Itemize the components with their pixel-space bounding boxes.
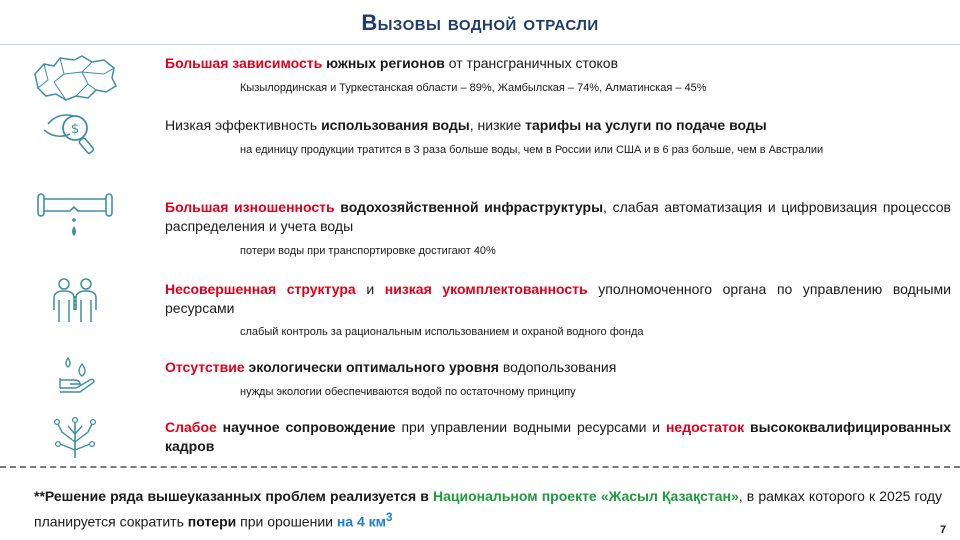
kazakhstan-map-icon <box>30 52 120 106</box>
challenge-4-detail: слабый контроль за рациональным использованием и охраной водного фонда <box>240 326 644 338</box>
section-divider <box>0 466 960 468</box>
challenge-1-detail: Кызылординская и Туркестанская области – 89%, Жамбылская – 74%, Алматинская – 45% <box>240 82 707 94</box>
challenge-3-heading: Большая изношенность водохозяйственной инфраструктуры, слабая автоматизация и цифровизация процессов распределения и учета воды <box>165 199 951 234</box>
challenge-5-heading: Отсутствие экологически оптимального уровня водопользования <box>165 359 617 375</box>
challenge-5-detail: нужды экологии обеспечиваются водой по остаточному принципу <box>240 386 576 398</box>
page-number: 7 <box>940 524 947 536</box>
challenge-1-heading: Большая зависимость южных регионов от трансграничных стоков <box>165 55 618 71</box>
svg-text:$: $ <box>70 122 80 137</box>
page-title: Вызовы водной отрасли <box>361 10 599 35</box>
footnote: **Решение ряда вышеуказанных проблем реализуется в Национальном проекте «Жасыл Қазақстан», в рамках которого к 2025 году планируется сократить потери при орошении на 4 $км^3$ <box>34 488 942 530</box>
people-team-icon <box>30 276 120 330</box>
hand-water-drops-icon <box>30 352 120 406</box>
science-network-icon <box>30 412 120 466</box>
title-divider <box>0 44 960 45</box>
challenge-2-heading: Низкая эффективность использования воды, низкие тарифы на услуги по подаче воды <box>165 117 767 133</box>
money-magnifier-icon <box>30 108 120 162</box>
challenge-4-heading: Несовершенная структура и низкая укомплектованность уполномоченного органа по управлению водными ресурсами <box>165 281 952 316</box>
challenge-3-detail: потери воды при транспортировке достигают 40% <box>240 245 496 257</box>
challenge-6-heading: Слабое научное сопровождение при управлении водными ресурсами и недостаток высококвалифицированных кадров <box>165 419 951 454</box>
challenge-2-detail: на единицу продукции тратится в 3 раза больше воды, чем в России или США и в 6 раз больше, чем в Австралии <box>240 144 824 156</box>
leaking-pipe-icon <box>30 190 120 244</box>
